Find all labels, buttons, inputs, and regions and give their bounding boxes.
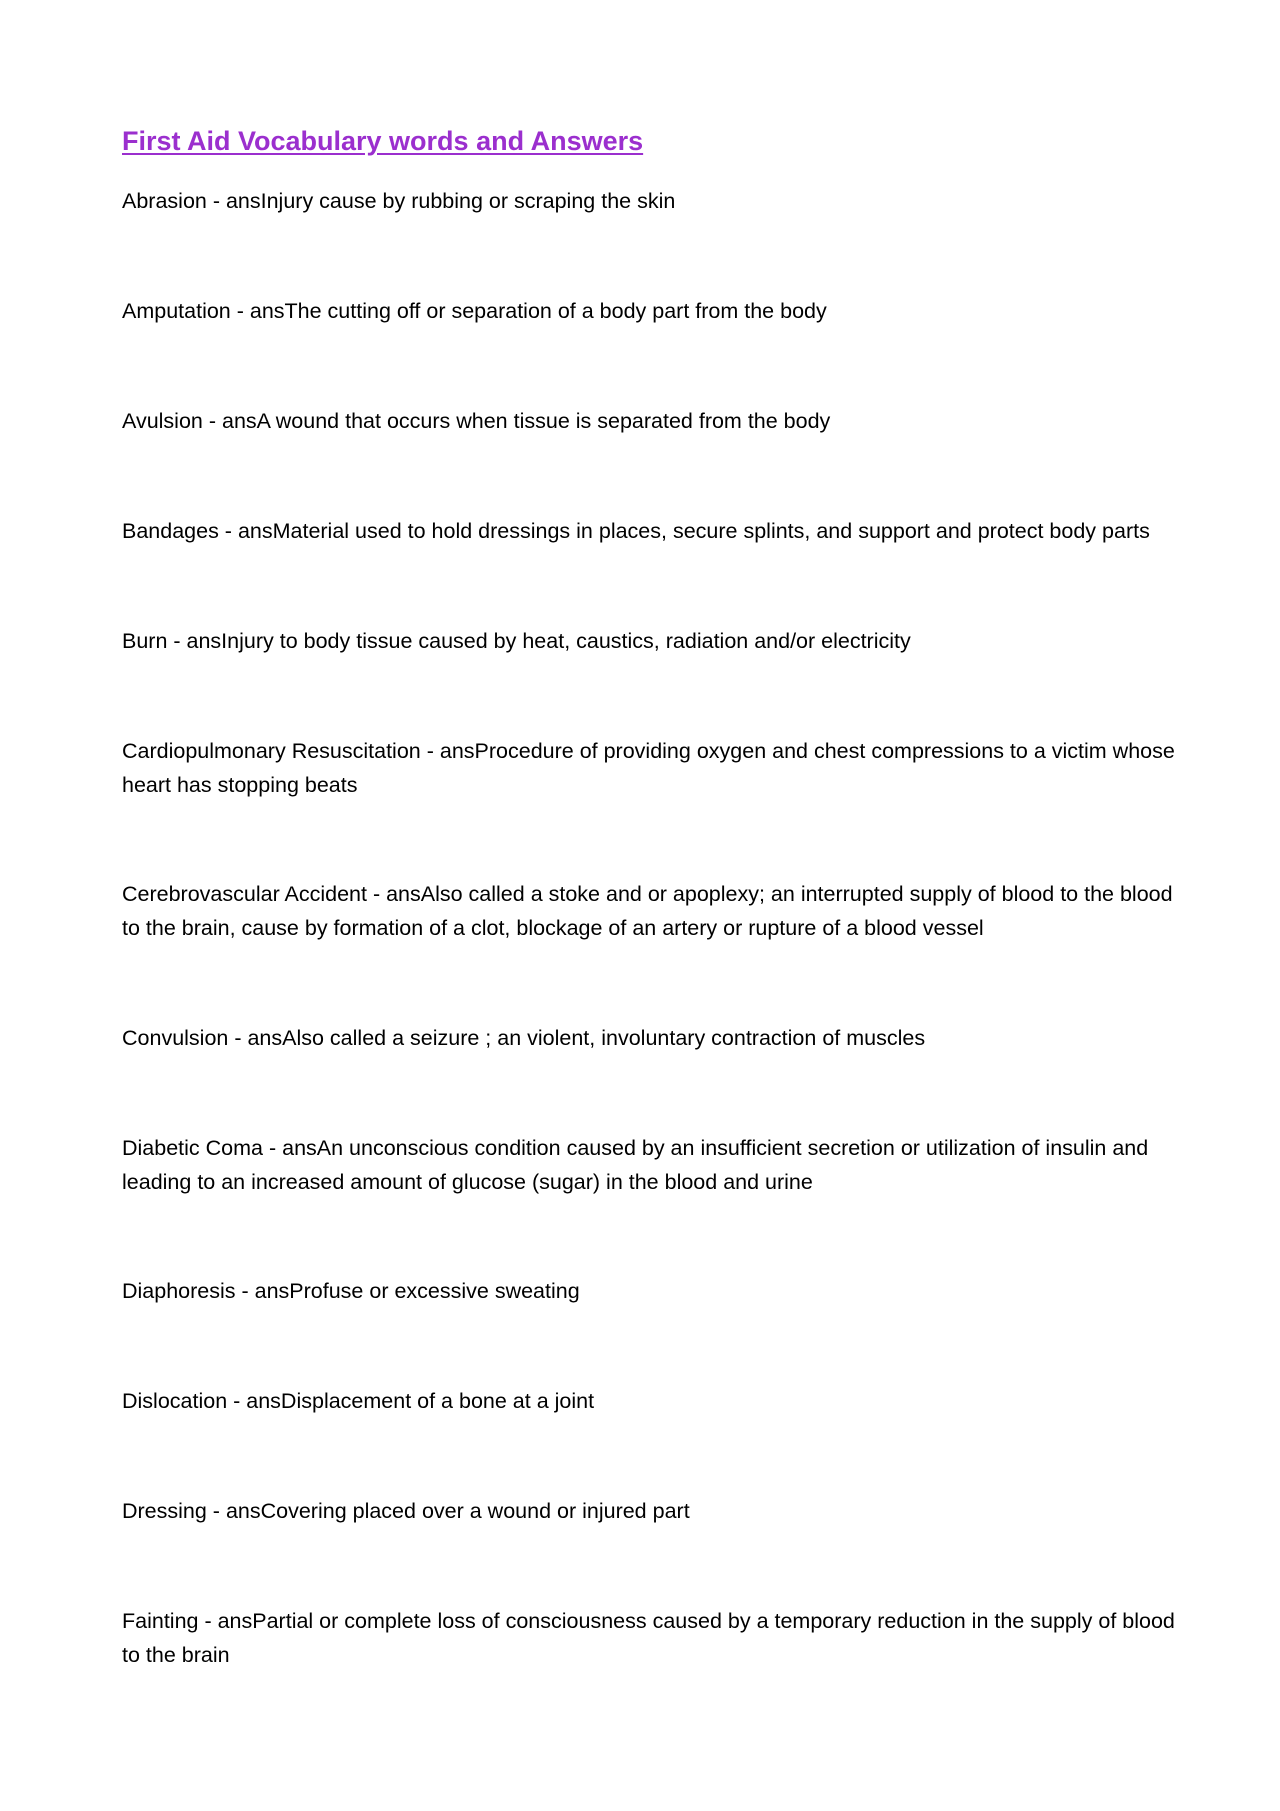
vocab-entry-cerebrovascular-accident: Cerebrovascular Accident - ansAlso called a stoke and or apoplexy; an interrupted supply of blood to the blood to the brain, cause by formation of a clot, blockage of an artery or rupture of a blood vessel — [122, 882, 1173, 940]
vocab-entry-convulsion: Convulsion - ansAlso called a seizure ; an violent, involuntary contraction of muscles — [122, 1026, 926, 1050]
vocab-entry-abrasion: Abrasion - ansInjury cause by rubbing or scraping the skin — [122, 189, 676, 213]
vocab-entry-dislocation: Dislocation - ansDisplacement of a bone at a joint — [122, 1389, 595, 1413]
vocab-entry-cpr: Cardiopulmonary Resuscitation - ansProcedure of providing oxygen and chest compressions to a victim whose heart has stopping beats — [122, 739, 1175, 797]
vocab-entry-fainting: Fainting - ansPartial or complete loss of consciousness caused by a temporary reduction in the supply of blood to the brain — [122, 1609, 1175, 1667]
vocab-entry-diaphoresis: Diaphoresis - ansProfuse or excessive sweating — [122, 1279, 580, 1303]
vocab-entry-burn: Burn - ansInjury to body tissue caused by heat, caustics, radiation and/or electricity — [122, 629, 911, 653]
vocab-entry-bandages: Bandages - ansMaterial used to hold dressings in places, secure splints, and support and protect body parts — [122, 519, 1150, 543]
vocab-entry-dressing: Dressing - ansCovering placed over a wound or injured part — [122, 1499, 690, 1523]
document-title: First Aid Vocabulary words and Answers — [122, 126, 644, 156]
vocab-entry-diabetic-coma: Diabetic Coma - ansAn unconscious condition caused by an insufficient secretion or utilization of insulin and leading to an increased amount of glucose (sugar) in the blood and urine — [122, 1136, 1149, 1194]
vocab-entry-amputation: Amputation - ansThe cutting off or separation of a body part from the body — [122, 299, 827, 323]
vocab-entry-avulsion: Avulsion - ansA wound that occurs when tissue is separated from the body — [122, 409, 831, 433]
